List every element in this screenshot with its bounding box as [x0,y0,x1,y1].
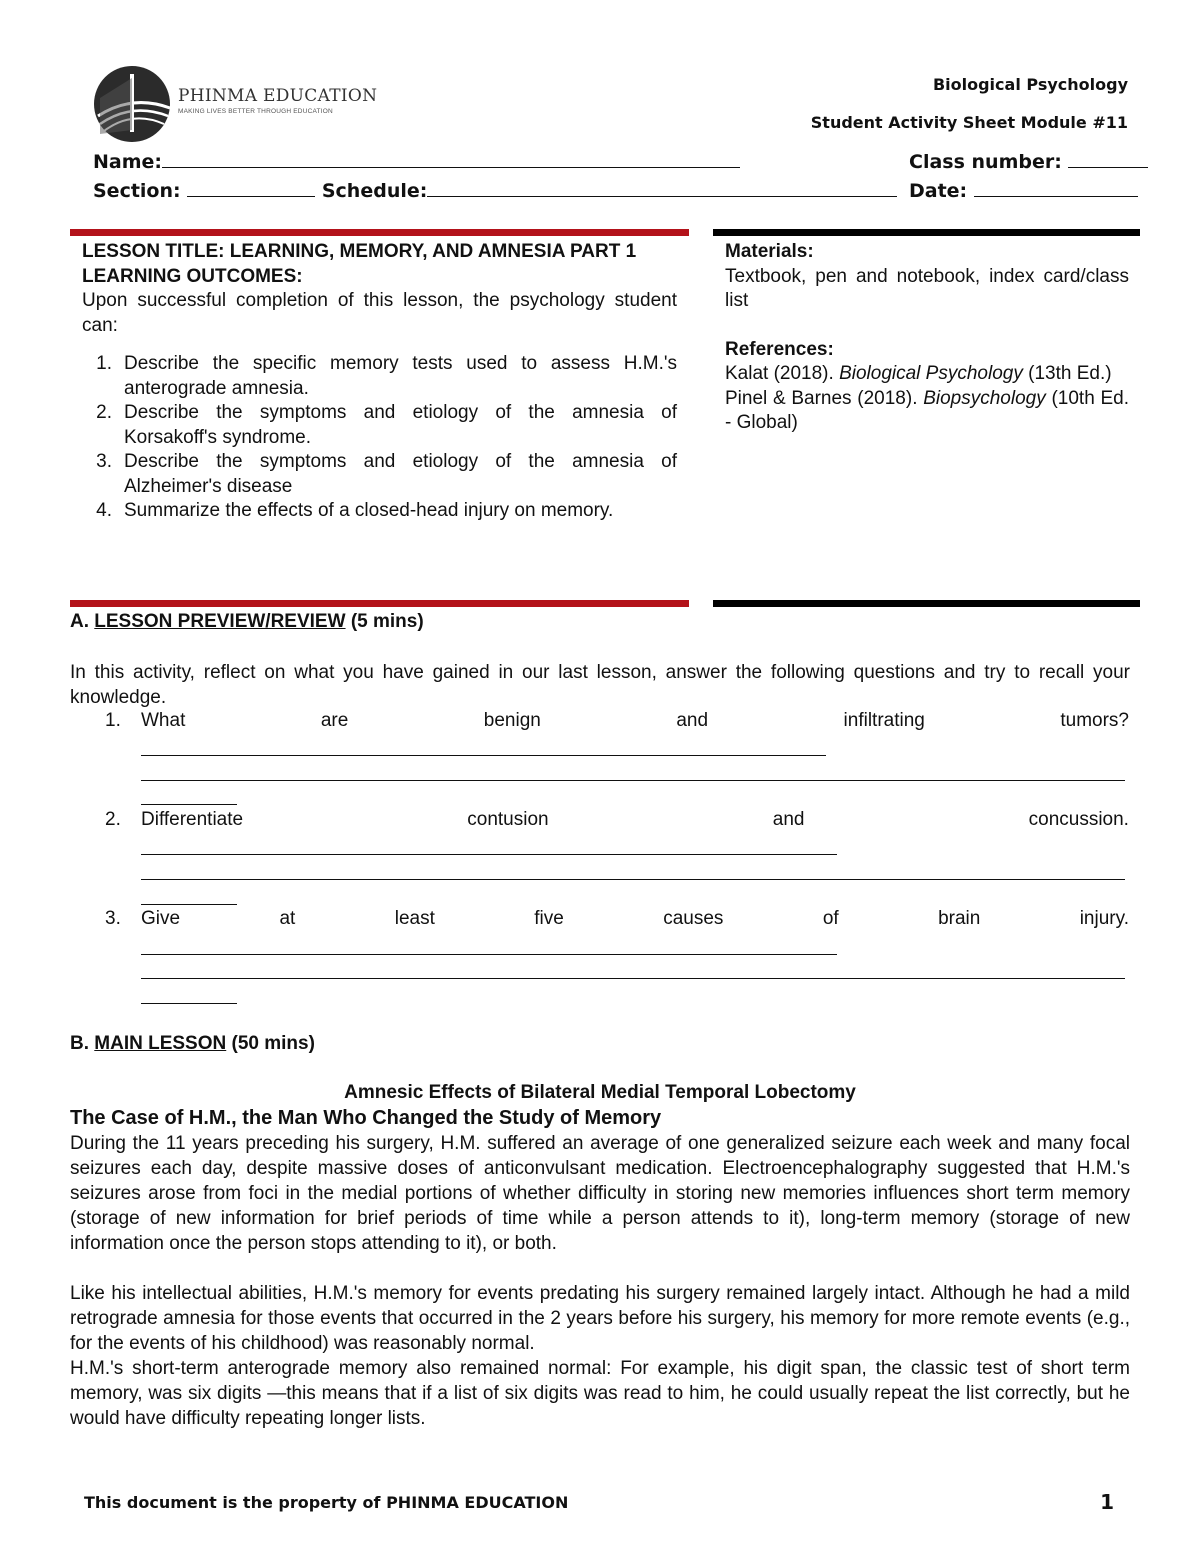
question-3: 3. Give at least five causes of brain injury. [105,908,1129,929]
schedule-label: Schedule: [321,180,428,202]
top-black-bar [713,229,1140,236]
question-2: 2. Differentiate contusion and concussion. [105,809,1129,830]
answer-line[interactable] [141,780,1125,781]
section-blank[interactable] [187,178,315,197]
references-heading: References: [725,338,834,360]
answer-line[interactable] [141,879,1125,880]
section-a-heading: A. LESSON PREVIEW/REVIEW (5 mins) [70,611,424,632]
course-title: Biological Psychology [932,75,1128,94]
answer-line[interactable] [141,904,237,905]
main-lesson-heading: Amnesic Effects of Bilateral Medial Temporal Lobectomy [344,1082,856,1103]
brand-name: PHINMA EDUCATION [178,86,378,106]
main-lesson-subheading: The Case of H.M., the Man Who Changed the Study of Memory [70,1107,662,1129]
section-field[interactable] [93,178,897,202]
phinma-globe-icon [92,64,172,144]
top-red-bar [70,229,689,236]
materials-panel [725,240,1129,436]
page-number: 1 [1100,1490,1114,1514]
outcomes-intro: Upon successful completion of this lesson, the psychology student can: [82,290,677,336]
schedule-blank[interactable] [427,178,897,197]
answer-line[interactable] [141,755,826,756]
reference-1: Kalat (2018). Biological Psychology (13th Ed.) [725,363,1112,384]
class-number-field[interactable] [909,149,1148,173]
bottom-black-bar [713,600,1140,607]
section-label: Section: [93,180,181,202]
answer-line[interactable] [141,804,237,805]
class-number-blank[interactable] [1068,149,1148,168]
name-blank[interactable] [162,149,740,168]
materials-heading: Materials: [725,241,814,262]
phinma-logo [92,64,172,144]
section-a-intro: In this activity, reflect on what you have gained in our last lesson, answer the following questions and try to recall your knowledge. [70,662,1130,708]
materials-text: Textbook, pen and notebook, index card/class list [725,265,1129,311]
brand-tagline: MAKING LIVES BETTER THROUGH EDUCATION [178,108,333,115]
answer-line[interactable] [141,954,837,955]
answer-line[interactable] [141,1003,237,1004]
name-label: Name: [93,151,163,173]
list-item: 1. Describe the specific memory tests used to assess H.M.'s anterograde amnesia. [96,353,677,399]
bottom-red-bar [70,600,689,607]
date-label: Date: [909,180,968,202]
date-blank[interactable] [974,178,1138,197]
module-title: Student Activity Sheet Module #11 [810,113,1128,132]
paragraph-2: Like his intellectual abilities, H.M.'s memory for events predating his surgery remained largely intact. Although he had a mild retrograde amnesia for those events that occurred in the 2 years before his surgery, his memory for more remote events (e.g., for the events of his childhood) was reasonably normal. [70,1283,1130,1354]
question-1: 1. What are benign and infiltrating tumors? [105,710,1129,731]
list-item: 4. Summarize the effects of a closed-head injury on memory. [96,500,614,521]
lesson-title: LESSON TITLE: LEARNING, MEMORY, AND AMNESIA PART 1 [82,241,637,262]
answer-line[interactable] [141,978,1125,979]
answer-line[interactable] [141,854,837,855]
section-b-heading: B. MAIN LESSON (50 mins) [70,1033,315,1054]
reference-2: Pinel & Barnes (2018). Biopsychology (10th Ed. - Global) [725,387,1129,433]
paragraph-3: H.M.'s short-term anterograde memory also remained normal: For example, his digit span, the classic test of short term memory, was six digits —this means that if a list of six digits was read to him, he could usually repeat the list correctly, but he would have difficulty repeating longer lists. [70,1358,1130,1429]
main-lesson-body [70,1106,1130,1431]
class-number-label: Class number: [909,151,1062,173]
date-field[interactable] [909,178,1138,202]
outcomes-heading: LEARNING OUTCOMES: [82,265,303,287]
paragraph-1: During the 11 years preceding his surgery, H.M. suffered an average of one generalized seizure each week and many focal seizures each day, despite massive doses of anticonvulsant medication. Electroencephalography suggested that H.M.'s seizures arose from foci in the medial portions of whether difficulty in storing new memories influences short term memory (storage of new information for brief periods of time while a person attends to it), long-term memory (storage of new information once the person stops attending to it), or both. [70,1133,1130,1254]
footer-text: This document is the property of PHINMA EDUCATION [84,1493,569,1512]
outcomes-list [82,352,677,524]
lesson-panel [82,240,677,524]
list-item: 2. Describe the symptoms and etiology of the amnesia of Korsakoff's syndrome. [96,402,677,448]
list-item: 3. Describe the symptoms and etiology of the amnesia of Alzheimer's disease [96,451,677,497]
name-field[interactable] [93,149,740,173]
